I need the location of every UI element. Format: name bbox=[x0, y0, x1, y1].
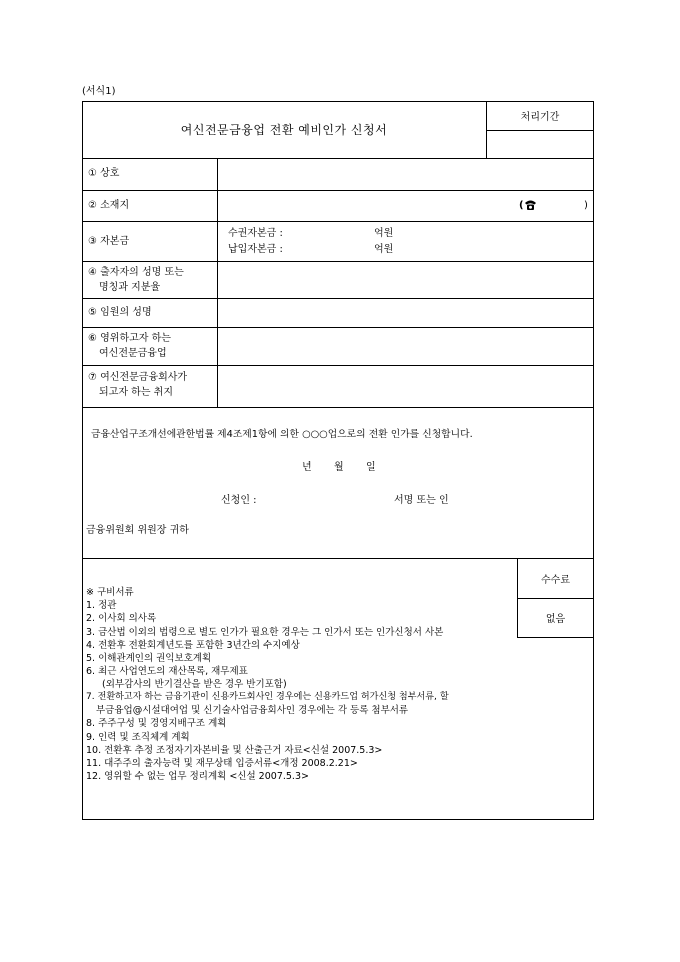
declaration-statement: 금융산업구조개선에관한법률 제4조제1항에 의한 ○○○업으로의 전환 인가를 신청합니다. bbox=[91, 429, 473, 440]
trade-name-label: ① 상호 bbox=[88, 168, 120, 179]
purpose-label-line1: ⑦ 여신전문금융회사가 bbox=[88, 372, 188, 383]
document-item: 1. 정관 bbox=[86, 600, 117, 611]
document-item: 12. 영위할 수 없는 업무 정리계획 <신설 2007.5.3> bbox=[86, 771, 309, 782]
business-label-line2: 여신전문금융업 bbox=[99, 348, 167, 359]
address-field[interactable] bbox=[218, 191, 514, 221]
address-label: ② 소재지 bbox=[88, 200, 130, 211]
document-item: 4. 전환후 전환회계년도를 포함한 3년간의 수지예상 bbox=[86, 640, 300, 651]
fee-label: 수수료 bbox=[541, 574, 570, 586]
officers-label: ⑤ 임원의 성명 bbox=[88, 307, 152, 318]
document-item: 8. 주주구성 및 경영지배구조 계획 bbox=[86, 718, 227, 729]
authorized-capital-label: 수권자본금 : bbox=[228, 228, 283, 239]
applicant-field[interactable] bbox=[268, 490, 388, 508]
document-item: 2. 이사회 의사록 bbox=[86, 613, 157, 624]
document-item: 3. 금산법 이외의 법령으로 별도 인가가 필요한 경우는 그 인가서 또는 인가신청서 사본 bbox=[86, 627, 444, 638]
form-title: 여신전문금융업 전환 예비인가 신청서 bbox=[180, 123, 388, 137]
document-item: 6. 최근 사업연도의 재산목록, 재무제표 bbox=[86, 666, 248, 677]
phone-open-paren: ( bbox=[519, 200, 524, 211]
telephone-icon bbox=[524, 199, 537, 211]
date-day-label: 일 bbox=[366, 462, 376, 473]
paidin-capital-field[interactable] bbox=[300, 241, 372, 256]
trade-name-field[interactable] bbox=[218, 159, 594, 190]
document-item: 7. 전환하고자 하는 금융기관이 신용카드회사인 경우에는 신용카드업 허가신청 첨부서류, 할 bbox=[86, 692, 449, 702]
divider bbox=[82, 221, 594, 222]
investor-field[interactable] bbox=[218, 262, 594, 298]
document-item: 11. 대주주의 출자능력 및 재무상태 입증서류<개정 2008.2.21> bbox=[86, 758, 358, 769]
signature-label: 서명 또는 인 bbox=[394, 495, 449, 506]
document-item: (외부감사의 반기결산을 받은 경우 반기포함) bbox=[102, 679, 287, 690]
applicant-label: 신청인 : bbox=[221, 495, 257, 506]
divider bbox=[82, 407, 594, 408]
business-label-line1: ⑥ 영위하고자 하는 bbox=[88, 333, 171, 344]
phone-field[interactable] bbox=[540, 194, 584, 216]
paidin-capital-unit: 억원 bbox=[374, 244, 394, 255]
purpose-label-line2: 되고자 하는 취지 bbox=[99, 387, 173, 398]
officers-field[interactable] bbox=[218, 299, 594, 327]
document-item: 10. 전환후 추정 조정자기자본비율 및 산출근거 자료<신설 2007.5.3> bbox=[86, 745, 383, 756]
document-item: 5. 이해관계인의 권익보호계획 bbox=[86, 653, 212, 664]
divider bbox=[517, 637, 594, 638]
document-item: 부금융업@시설대여업 및 신기술사업금융회사인 경우에는 각 등록 첨부서류 bbox=[96, 705, 409, 716]
capital-label: ③ 자본금 bbox=[88, 236, 130, 247]
processing-period-label: 처리기간 bbox=[520, 112, 560, 123]
authorized-capital-unit: 억원 bbox=[374, 228, 394, 239]
fee-value: 없음 bbox=[545, 614, 566, 625]
date-year-label: 년 bbox=[302, 462, 312, 473]
investor-label-line1: ④ 출자자의 성명 또는 bbox=[88, 267, 184, 278]
authorized-capital-field[interactable] bbox=[300, 225, 372, 240]
form-code: (서식1) bbox=[82, 86, 116, 97]
investor-label-line2: 명칭과 지분율 bbox=[99, 282, 161, 293]
addressee: 금융위원회 위원장 귀하 bbox=[86, 525, 189, 536]
phone-close-paren: ) bbox=[584, 200, 588, 211]
business-field[interactable] bbox=[218, 328, 594, 365]
processing-period-value[interactable] bbox=[486, 130, 594, 158]
required-documents-header: ※ 구비서류 bbox=[86, 587, 134, 598]
paidin-capital-label: 납입자본금 : bbox=[228, 244, 283, 255]
date-month-label: 월 bbox=[334, 462, 344, 473]
document-item: 9. 인력 및 조직체계 계획 bbox=[86, 732, 190, 743]
purpose-field[interactable] bbox=[218, 366, 594, 407]
